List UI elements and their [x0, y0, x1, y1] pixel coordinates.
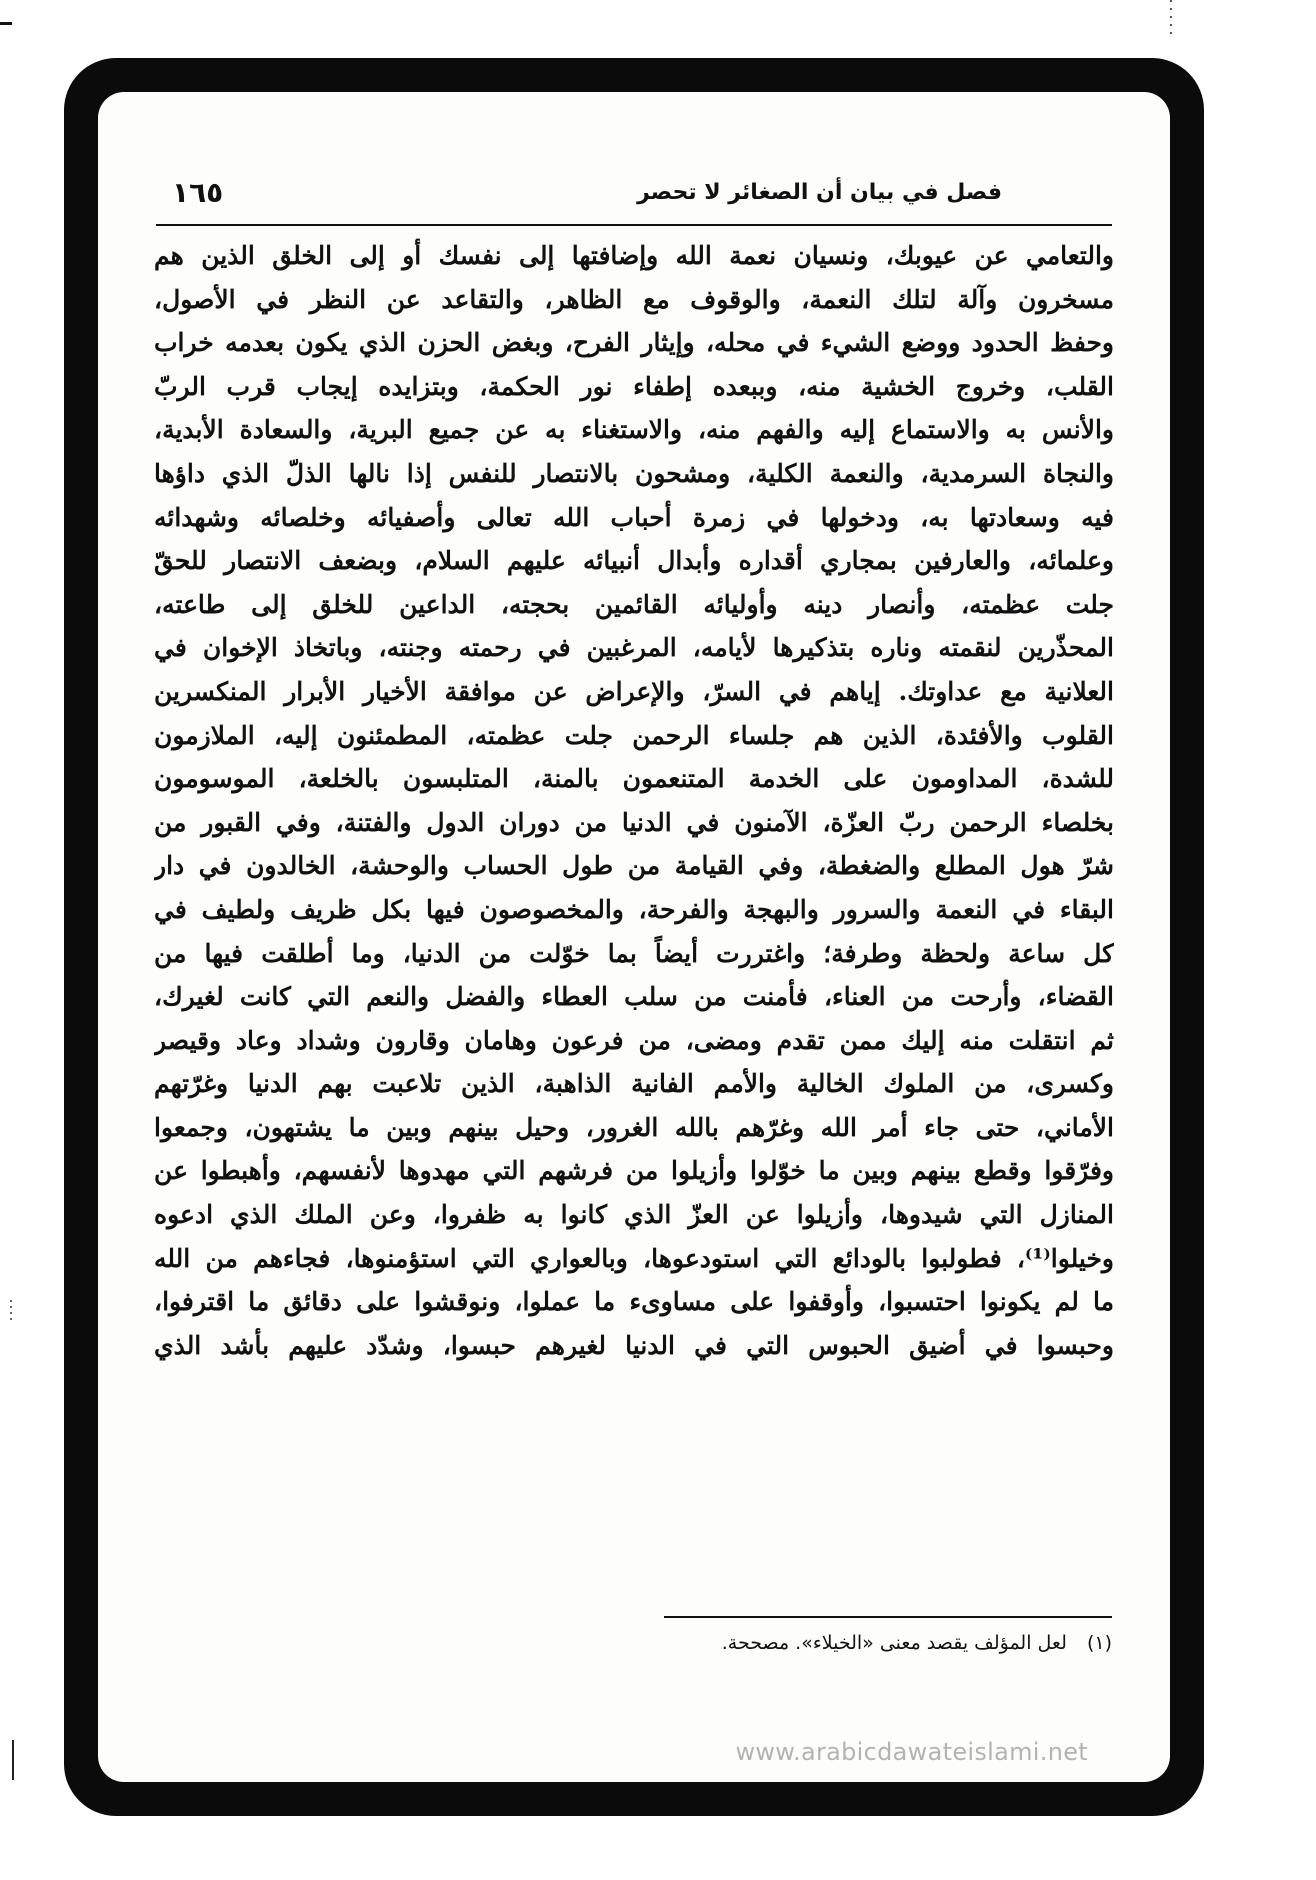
- text-line: الأماني، حتى جاء أمر الله وغرّهم بالله الغرور، وحيل بينهم وبين ما يشتهون، وجمعوا: [154, 1112, 1114, 1142]
- running-title: فصل في بيان أن الصغائر لا تحصر: [637, 180, 1002, 205]
- text-line: البقاء في النعمة والسرور والبهجة والفرحة، والمخصوصون فيها بكل ظريف ولطيف في: [154, 894, 1114, 924]
- text-line: مسخرون وآلة لتلك النعمة، والوقوف مع الظاهر، والتقاعد عن النظر في الأصول،: [154, 284, 1114, 314]
- footnote: [156, 1632, 1112, 1654]
- text-line: والتعامي عن عيوبك، ونسيان نعمة الله وإضافتها إلى نفسك أو إلى الخلق الذين هم: [154, 241, 1114, 270]
- text-line: وكسرى، من الملوك الخالية والأمم الفانية الذاهبة، الذين تلاعبت بهم الدنيا وغرّتهم: [154, 1069, 1114, 1099]
- text-line: والنجاة السرمدية، والنعمة الكلية، ومشحون بالانتصار للنفس إذا نالها الذلّ الذي داؤها: [154, 458, 1114, 488]
- page-number: ١٦٥: [172, 176, 224, 209]
- text-line: وعلمائه، والعارفين بمجاري أقداره وأبدال أنبيائه عليهم السلام، وبضعف الانتصار للحقّ: [154, 546, 1114, 576]
- footnote-divider: [664, 1616, 1112, 1618]
- book-page: [98, 92, 1170, 1782]
- text-line: والأنس به والاستماع إليه والفهم منه، والاستغناء به عن جميع البرية، والسعادة الأبدية،: [154, 415, 1114, 445]
- text-line: وفرّقوا وقطع بينهم وبين ما خوّلوا وأزيلوا من فرشهم التي مهدوها لأنفسهم، وأهبطوا عن: [154, 1156, 1114, 1186]
- text-line: ثم انتقلت منه إليك ممن تقدم ومضى، من فرعون وهامان وقارون وشداد وعاد وقيصر: [154, 1025, 1114, 1055]
- text-line: العلانية مع عداوتك. إياهم في السرّ، والإعراض عن موافقة الأخيار الأبرار المنكسرين: [154, 676, 1114, 706]
- body-text: [154, 234, 1114, 1367]
- scan-border-frame: [64, 58, 1204, 1816]
- text-line: للشدة، المداومون على الخدمة المتنعمون بالمنة، المتلبسون بالخلعة، الموسومون: [154, 764, 1114, 794]
- scan-artifact-side-dots: [10, 1300, 12, 1320]
- footnote-text: لعل المؤلف يقصد معنى «الخيلاء». مصححة.: [721, 1632, 1067, 1654]
- text-line: بخلصاء الرحمن ربّ العزّة، الآمنون في الدنيا من دوران الدول والفتنة، وفي القبور من: [154, 807, 1114, 837]
- scan-artifact-tick: [12, 1740, 14, 1780]
- text-line: فيه وسعادتها به، ودخولها في زمرة أحباب الله تعالى وأصفيائه وخلصائه وشهدائه: [154, 502, 1114, 532]
- scan-artifact-dots: [1170, 0, 1172, 40]
- text-line: جلت عظمته، وأنصار دينه وأوليائه القائمين بحجته، الداعين للخلق إلى طاعته،: [154, 589, 1114, 619]
- watermark-url: www.arabicdawateislami.net: [735, 1738, 1088, 1766]
- text-line: وخيلوا⁽¹⁾، فطولبوا بالودائع التي استودعوها، وبالعواري التي استؤمنوها، فجاءهم من الله: [154, 1243, 1114, 1273]
- text-line: وحفظ الحدود ووضع الشيء في محله، وإيثار الفرح، وبغض الحزن الذي يكون بعدمه خراب: [154, 328, 1114, 358]
- footnote-number: (١): [1086, 1632, 1112, 1654]
- text-line: القلب، وخروج الخشية منه، وببعده إطفاء نور الحكمة، وبتزايده إيجاب قرب الربّ: [154, 371, 1114, 401]
- text-line: كل ساعة ولحظة وطرفة؛ واغتررت أيضاً بما خوّلت من الدنيا، وما أطلقت فيها من: [154, 938, 1114, 968]
- scan-corner-mark: [0, 22, 12, 25]
- text-line: وحبسوا في أضيق الحبوس التي في الدنيا لغيرهم حبسوا، وشدّد عليهم بأشد الذي: [154, 1330, 1114, 1360]
- text-line: القلوب والأفئدة، الذين هم جلساء الرحمن جلت عظمته، المطمئنون إليه، الملازمون: [154, 720, 1114, 750]
- text-line: ما لم يكونوا احتسبوا، وأوقفوا على مساوىء ما عملوا، ونوقشوا على دقائق ما اقترفوا،: [154, 1287, 1114, 1317]
- text-line: المحذّرين لنقمته وناره بتذكيرها لأيامه، المرغبين في رحمته وجنته، وباتخاذ الإخوان في: [154, 633, 1114, 663]
- text-line: شرّ هول المطلع والضغطة، وفي القيامة من طول الحساب والوحشة، الخالدون في دار: [154, 851, 1114, 881]
- page-header: [156, 174, 1112, 226]
- text-line: المنازل التي شيدوها، وأزيلوا عن العزّ الذي كانوا به ظفروا، وعن الملك الذي ادعوه: [154, 1200, 1114, 1230]
- text-line: القضاء، وأرحت من العناء، فأمنت من سلب العطاء والفضل والنعم التي كانت لغيرك،: [154, 982, 1114, 1012]
